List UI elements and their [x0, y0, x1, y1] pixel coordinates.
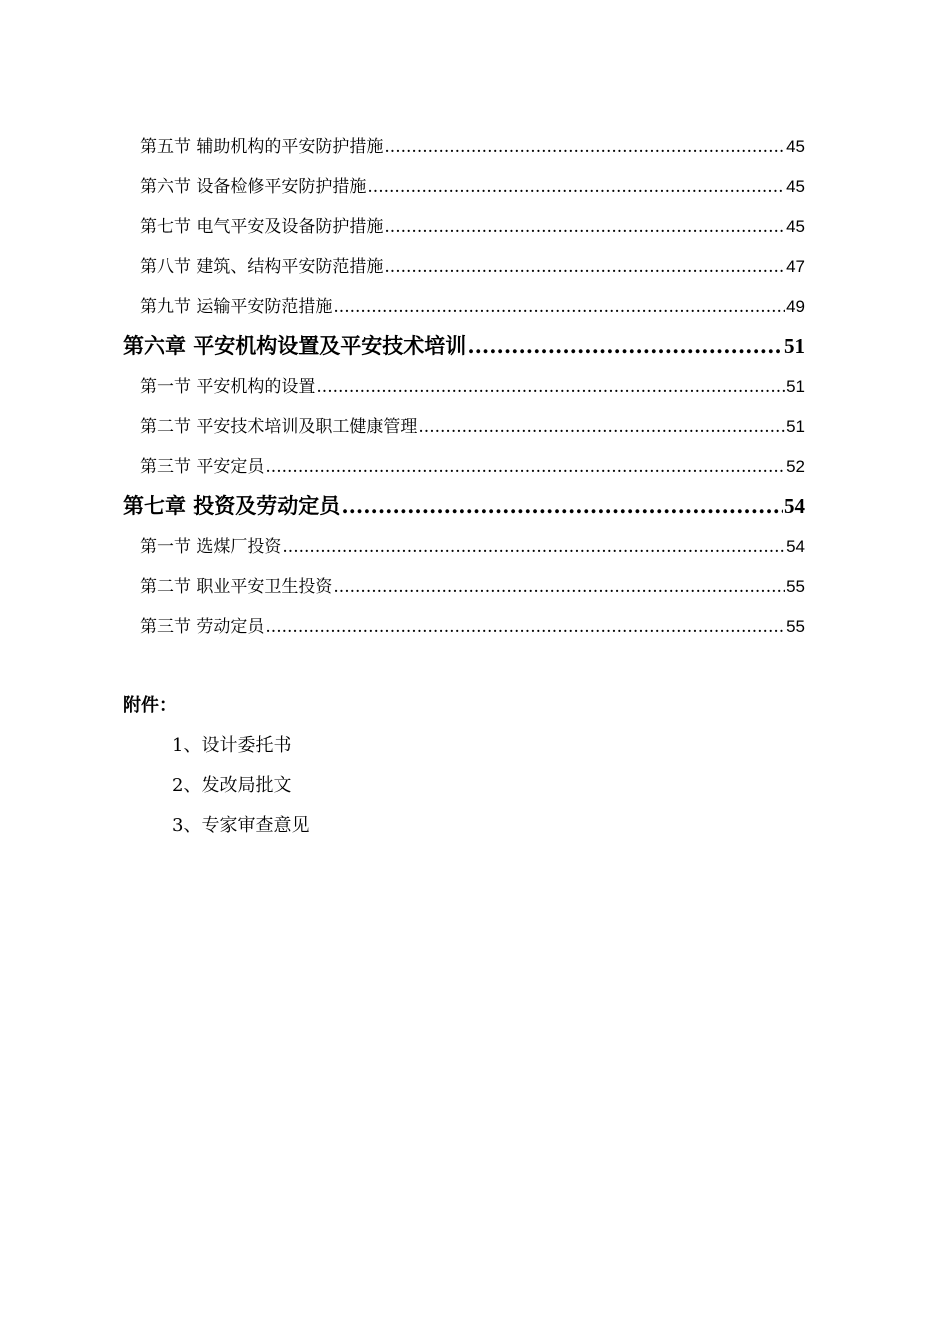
toc-entry-label: 第二节 平安技术培训及职工健康管理 — [140, 417, 418, 437]
toc-entry-label: 第一节 选煤厂投资 — [140, 537, 282, 557]
toc-leader-dots — [384, 215, 785, 239]
toc-chapter-page: 51 — [784, 334, 805, 358]
toc-entry[interactable] — [140, 615, 805, 639]
toc-chapter-label: 第七章 投资及劳动定员 — [123, 493, 341, 518]
attachment-item: 3、专家审查意见 — [172, 815, 310, 836]
toc-entry[interactable] — [140, 415, 805, 439]
toc-leader-dots — [333, 575, 785, 599]
toc-chapter-entry[interactable] — [123, 332, 805, 360]
toc-entry-page: 45 — [786, 177, 805, 196]
toc-entry-label: 第二节 职业平安卫生投资 — [140, 577, 333, 597]
toc-entry[interactable] — [140, 175, 805, 199]
toc-leader-dots — [418, 415, 785, 439]
toc-entry[interactable] — [140, 375, 805, 399]
toc-entry[interactable] — [140, 455, 805, 479]
toc-entry-page: 45 — [786, 137, 805, 156]
toc-entry-label: 第一节 平安机构的设置 — [140, 377, 316, 397]
toc-leader-dots — [367, 175, 785, 199]
toc-entry[interactable] — [140, 535, 805, 559]
toc-leader-dots — [384, 135, 785, 159]
toc-chapter-label: 第六章 平安机构设置及平安技术培训 — [123, 333, 467, 358]
toc-entry-page: 47 — [786, 257, 805, 276]
toc-leader-dots — [282, 535, 785, 559]
toc-entry-page: 51 — [786, 377, 805, 396]
toc-chapter-entry[interactable] — [123, 492, 805, 520]
toc-entry-page: 55 — [786, 577, 805, 596]
toc-entry-label: 第六节 设备检修平安防护措施 — [140, 177, 367, 197]
toc-entry-page: 51 — [786, 417, 805, 436]
attachment-item: 2、发改局批文 — [172, 775, 292, 796]
toc-leader-dots — [316, 375, 785, 399]
toc-entry-label: 第三节 平安定员 — [140, 457, 265, 477]
toc-entry[interactable] — [140, 135, 805, 159]
attachment-item: 1、设计委托书 — [172, 735, 292, 756]
toc-leader-dots — [265, 455, 785, 479]
toc-entry-label: 第八节 建筑、结构平安防范措施 — [140, 257, 384, 277]
toc-entry[interactable] — [140, 255, 805, 279]
toc-entry-label: 第三节 劳动定员 — [140, 617, 265, 637]
toc-entry-label: 第七节 电气平安及设备防护措施 — [140, 217, 384, 237]
toc-entry[interactable] — [140, 575, 805, 599]
toc-entry-label: 第九节 运输平安防范措施 — [140, 297, 333, 317]
toc-leader-dots — [341, 492, 783, 520]
toc-entry[interactable] — [140, 215, 805, 239]
toc-entry-page: 52 — [786, 457, 805, 476]
toc-leader-dots — [384, 255, 785, 279]
toc-entry-page: 49 — [786, 297, 805, 316]
toc-leader-dots — [467, 332, 783, 360]
toc-leader-dots — [265, 615, 785, 639]
toc-leader-dots — [333, 295, 785, 319]
toc-entry-page: 45 — [786, 217, 805, 236]
toc-entry-page: 55 — [786, 617, 805, 636]
toc-entry-page: 54 — [786, 537, 805, 556]
toc-entry-label: 第五节 辅助机构的平安防护措施 — [140, 137, 384, 157]
toc-chapter-page: 54 — [784, 494, 805, 518]
attachments-heading: 附件： — [123, 695, 177, 716]
toc-entry[interactable] — [140, 295, 805, 319]
